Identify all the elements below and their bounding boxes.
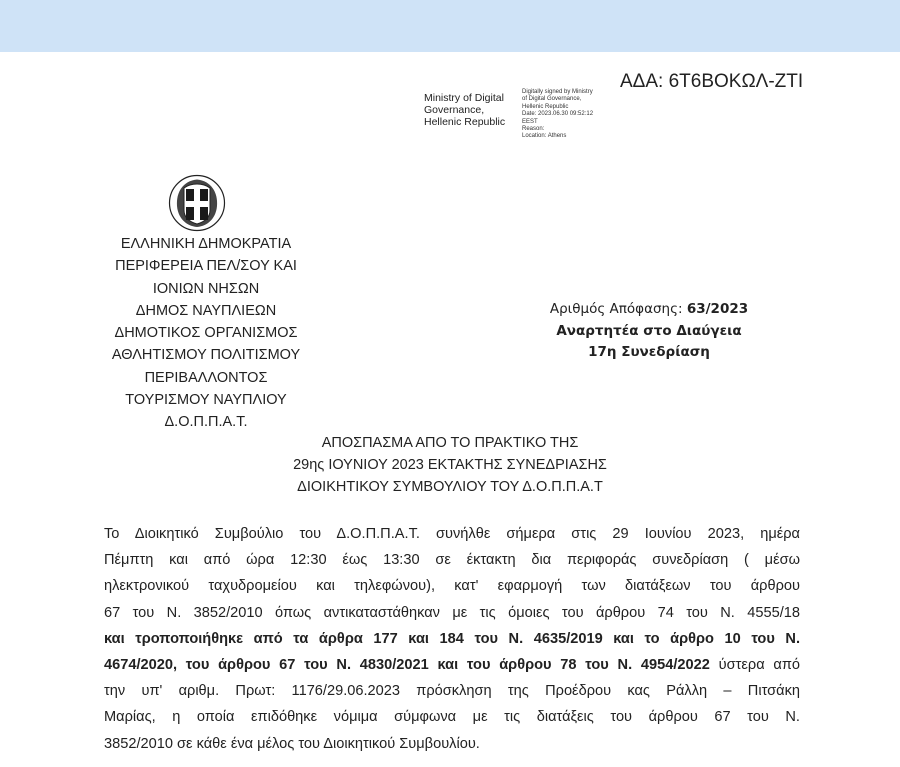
issuing-organization [96, 233, 316, 434]
session-number-text: 17η Συνεδρίαση [588, 344, 710, 360]
body-line: και τροποποιήθηκε από τα άρθρα 177 και 184 του Ν. 4635/2019 και το άρθρο 10 του Ν. [104, 630, 800, 647]
body-line: ηλεκτρονικού ταχυδρομείου και τηλεφώνου), κατ' εφαρμογή των διατάξεων του άρθρου [104, 578, 800, 595]
body-line-rest: ύστερα από [709, 657, 801, 674]
signer-line: Ministry of Digital [424, 92, 504, 104]
signer-line: Hellenic Republic [424, 116, 506, 128]
body-line: Μαρίας, η οποία επιδόθηκε νόμιμα σύμφωνα με τις διατάξεις του άρθρου 67 του Ν. [104, 709, 800, 726]
organization-line: ΠΕΡΙΒΑΛΛΟΝΤΟΣ [144, 369, 268, 386]
digital-signer-name [424, 92, 505, 128]
extract-heading-line: ΔΙΟΙΚΗΤΙΚΟΥ ΣΥΜΒΟΥΛΙΟΥ ΤΟΥ Δ.Ο.Π.Π.Α.Τ [297, 479, 603, 495]
signature-detail-line: EEST [522, 118, 538, 125]
signer-line: Governance, [424, 104, 485, 116]
hellenic-republic-emblem-icon [168, 174, 226, 232]
signature-detail-line: Location: Athens [522, 133, 567, 140]
organization-line: ΑΘΛΗΤΙΣΜΟΥ ΠΟΛΙΤΙΣΜΟΥ [111, 347, 301, 364]
publish-note [504, 321, 794, 343]
signature-detail-line: Digitally signed by Ministry [522, 89, 593, 95]
organization-line: Δ.Ο.Π.Π.Α.Τ. [164, 414, 248, 431]
digital-signature-details [522, 89, 593, 141]
body-paragraph [104, 521, 800, 757]
decision-number-label: Αριθμός Απόφασης: [549, 301, 687, 317]
ada-code: ΑΔΑ: 6Τ6ΒΟΚΩΛ-ΖΤΙ [620, 71, 804, 92]
session-number [504, 342, 794, 364]
organization-line: ΔΗΜΟΣ ΝΑΥΠΛΙΕΩΝ [135, 302, 277, 319]
body-line: Το Διοικητικό Συμβούλιο του Δ.Ο.Π.Π.Α.Τ. συνήλθε σήμερα στις 29 Ιουνίου 2023, ημέρα [104, 526, 800, 542]
signature-detail-line: Date: 2023.06.30 09:52:12 [522, 111, 594, 118]
body-line-bold-part: 4674/2020, του άρθρου 67 του Ν. 4830/2021 και του άρθρου 78 του Ν. 4954/2022 [104, 657, 710, 674]
organization-line: ΔΗΜΟΤΙΚΟΣ ΟΡΓΑΝΙΣΜΟΣ [114, 325, 298, 342]
signature-detail-line: of Digital Governance, [522, 96, 582, 103]
extract-heading-line: 29ης ΙΟΥΝΙΟΥ 2023 ΕΚΤΑΚΤΗΣ ΣΥΝΕΔΡΙΑΣΗΣ [293, 457, 607, 473]
viewer-top-bar [0, 0, 900, 52]
extract-heading-line: ΑΠΟΣΠΑΣΜΑ ΑΠΟ ΤΟ ΠΡΑΚΤΙΚΟ ΤΗΣ [321, 435, 579, 451]
body-line [104, 652, 800, 678]
body-line: 67 του Ν. 3852/2010 όπως αντικαταστάθηκαν με τις όμοιες του άρθρου 74 του Ν. 4555/18 [104, 604, 800, 621]
signature-detail-line: Reason: [522, 126, 545, 133]
body-line: 3852/2010 σε κάθε ένα μέλος του Διοικητικού Συμβουλίου. [104, 735, 480, 752]
body-line: την υπ' αριθμ. Πρωτ: 1176/29.06.2023 πρόσκληση της Προέδρου κας Ράλλη – Πιτσάκη [104, 683, 800, 700]
organization-line: ΠΕΡΙΦΕΡΕΙΑ ΠΕΛ/ΣΟΥ ΚΑΙ [115, 258, 297, 275]
publish-note-text: Αναρτητέα στο Διαύγεια [556, 322, 742, 339]
organization-line: ΕΛΛΗΝΙΚΗ ΔΗΜΟΚΡΑΤΙΑ [120, 236, 292, 252]
decision-info [504, 299, 794, 364]
body-line: Πέμπτη και από ώρα 12:30 έως 13:30 σε έκτακτη δια περιφοράς συνεδρίαση ( μέσω [104, 552, 800, 569]
minutes-extract-heading [220, 432, 680, 498]
decision-number [504, 299, 794, 321]
signature-detail-line: Hellenic Republic [522, 103, 569, 110]
organization-line: ΙΟΝΙΩΝ ΝΗΣΩΝ [152, 280, 260, 297]
decision-number-value: 63/2023 [686, 301, 749, 317]
organization-line: ΤΟΥΡΙΣΜΟΥ ΝΑΥΠΛΙΟΥ [125, 392, 287, 409]
